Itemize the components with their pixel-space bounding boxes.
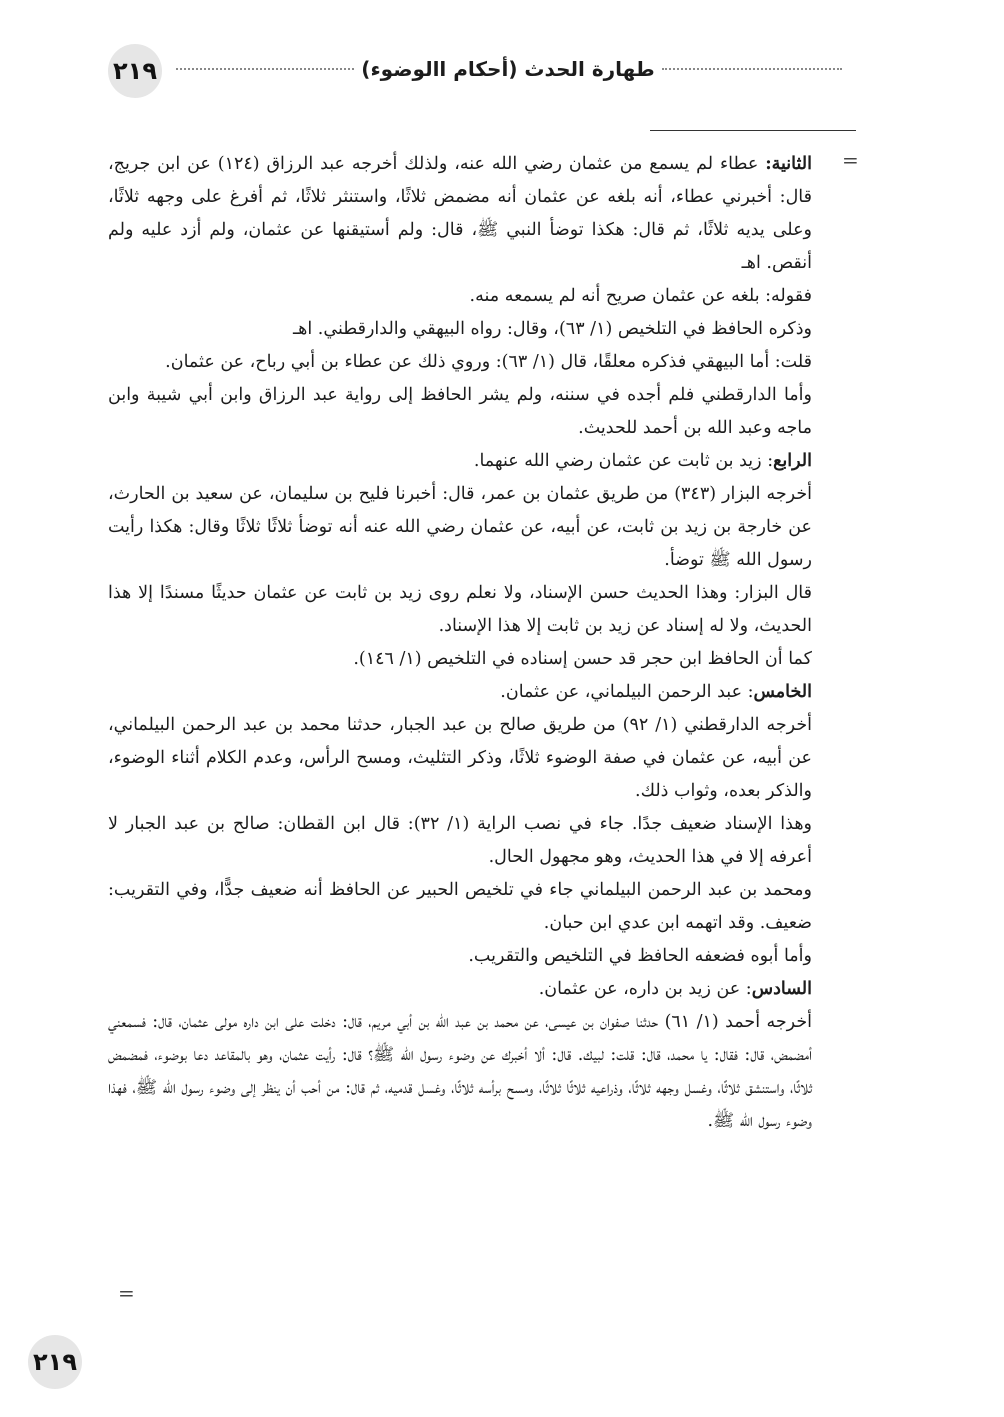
paragraph-text: ومحمد بن عبد الرحمن البيلماني جاء في تلخيص الحبير عن الحافظ أنه ضعيف جدًّا، وفي التقريب: ضعيف. وقد اتهمه ابن عدي ابن حبان. [108,880,812,933]
paragraph [108,379,812,445]
paragraph-text: أخرجه الدارقطني (١/ ٩٢) من طريق صالح بن عبد الجبار، حدثنا محمد بن عبد الرحمن البيلماني، عن أبيه، عن عثمان في صفة الوضوء ثلاثًا، وذكر التثليث، ومسح الرأس، وعدم الكلام أثناء الوضوء، والذكر بعده، وثواب ذلك. [108,715,812,801]
section-lead: السادس [751,979,812,999]
header-dot-leader-right [662,54,842,70]
paragraph [108,874,812,940]
paragraph-text: : زيد بن ثابت عن عثمان رضي الله عنهما. [473,451,774,471]
paragraph [108,676,812,709]
section-lead: الثانية: [765,154,812,174]
paragraph-text: : عبد الرحمن البيلماني، عن عثمان. [500,682,754,702]
paragraph-text: : عن زيد بن داره، عن عثمان. [538,979,752,999]
paragraph [108,577,812,643]
paragraph [108,808,812,874]
paragraph-text: قال البزار: وهذا الحديث حسن الإسناد، ولا نعلم روى زيد بن ثابت عن عثمان حديثًا مسندًا إلا هذا الحديث، ولا له إسناد عن زيد بن ثابت إلا هذا الإسناد. [108,583,812,636]
continuation-mark-top: = [842,148,859,172]
paragraph [108,313,812,346]
continuation-mark-bottom: = [118,1281,135,1305]
paragraph [108,280,812,313]
paragraph [108,445,812,478]
section-lead: الخامس [753,682,812,702]
paragraph [108,973,812,1006]
header-page-number: ٢١٩ [108,44,162,98]
paragraph-text: عطاء لم يسمع من عثمان رضي الله عنه، ولذلك أخرجه عبد الرزاق (١٢٤) عن ابن جريج، قال: أخبرني عطاء، أنه بلغه عن عثمان أنه مضمض ثلاثًا، واستنثر ثلاثًا، ثم أفرغ على وجهه ثلاثًا، وعلى يديه ثلاثًا، ثم قال: هكذا توضأ النبي ﷺ، قال: ولم أستيقنها عن عثمان، ولم أزد عليه ولم أنقص. اهـ [108,154,812,273]
paragraph [108,940,812,973]
paragraph-text: وأما الدارقطني فلم أجده في سننه، ولم يشر الحافظ إلى رواية عبد الرزاق وابن أبي شيبة وابن ماجه وعبد الله بن أحمد للحديث. [108,385,812,438]
paragraph-text: وأما أبوه فضعفه الحافظ في التلخيص والتقريب. [468,946,812,966]
footnote-body [108,148,812,1138]
paragraph [108,1006,812,1138]
section-lead: الرابع [773,451,812,471]
paragraph-text: فقوله: بلغه عن عثمان صريح أنه لم يسمعه منه. [469,286,812,306]
footnote-separator [650,130,856,131]
paragraph-text: كما أن الحافظ ابن حجر قد حسن إسناده في التلخيص (١/ ١٤٦). [353,649,812,669]
paragraph [108,709,812,808]
paragraph-text: وهذا الإسناد ضعيف جدًا. جاء في نصب الراية (١/ ٣٢): قال ابن القطان: صالح بن عبد الجبار لا أعرفه إلا في هذا الحديث، وهو مجهول الحال. [108,814,812,867]
paragraph [108,478,812,577]
paragraph [108,148,812,280]
paragraph [108,643,812,676]
paragraph [108,346,812,379]
paragraph-text: أخرجه البزار (٣٤٣) من طريق عثمان بن عمر، قال: أخبرنا فليح بن سليمان، عن سعيد بن الحارث، عن خارجة بن زيد بن ثابت، عن أبيه، عن عثمان رضي الله عنه أنه توضأ ثلاثًا ثلاثًا وقال: هكذا رأيت رسول الله ﷺ توضأ. [108,484,812,570]
header-dot-leader-left [176,54,354,70]
running-title: طهارة الحدث (أحكام االوضوء) [361,57,655,81]
paragraph-text: وذكره الحافظ في التلخيص (١/ ٦٣)، وقال: رواه البيهقي والدارقطني. اهـ [293,319,812,339]
paragraph-text: أخرجه أحمد (١/ ٦١) حدثنا صفوان بن عيسى، عن محمد بن عبد الله بن أبي مريم، قال: دخلت على ابن داره مولى عثمان، قال: فسمعني أمضمض، قال: فقال: يا محمد، قال: قلت: لبيك. قال: ألا أخبرك عن وضوء رسول الله ﷺ؟ قال: رأيت عثمان، وهو بالمقاعد دعا بوضوء، فمضمض ثلاثًا، واستنشق ثلاثًا، وغسل وجهه ثلاثًا، وذراعيه ثلاثًا ثلاثًا، ومسح برأسه ثلاثًا، وغسل قدميه، ثم قال: من أحب أن ينظر إلى وضوء رسول الله ﷺ، فهذا وضوء رسول الله ﷺ. [108,1012,812,1131]
footer-page-number: ٢١٩ [28,1335,82,1389]
paragraph-text: قلت: أما البيهقي فذكره معلقًا، قال (١/ ٦٣): وروي ذلك عن عطاء بن أبي رباح، عن عثمان. [165,352,812,372]
